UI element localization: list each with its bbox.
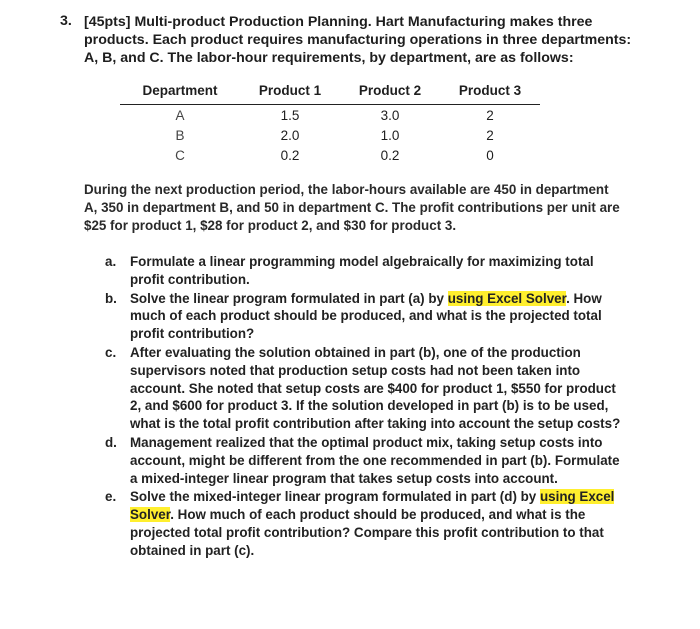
part-text: Solve the mixed-integer linear program formulated in part (d) by — [130, 489, 540, 505]
part-text-cont: . How much of each product should be produced, and what is the projected total profit contribution? — [130, 290, 602, 342]
highlighted-text: using Excel Solver — [130, 489, 615, 523]
question-part-c — [102, 344, 622, 433]
part-letter: b. — [105, 290, 117, 306]
part-letter: c. — [105, 344, 117, 360]
highlighted-text: using Excel Solver — [447, 290, 567, 306]
header-product-1: Product 1 — [240, 80, 340, 105]
table-cell: 1.0 — [380, 127, 400, 143]
table-cell: C — [175, 147, 185, 163]
question-part-e — [102, 488, 622, 559]
table-cell: 1.5 — [280, 107, 300, 123]
table-cell: 0.2 — [380, 147, 400, 163]
question-parts-list — [102, 253, 622, 561]
header-product-3: Product 3 — [440, 80, 540, 105]
table-cell: A — [175, 107, 185, 123]
table-cell: 3.0 — [380, 107, 400, 123]
problem-intro: [45pts] Multi-product Production Planning. Hart Manufacturing makes three products. Each product requires manufacturing operations in three departments: A, B, and C. The labor-hour requirements, by department, are as follows: — [84, 14, 632, 66]
table-row — [120, 125, 540, 145]
part-letter: e. — [105, 489, 117, 505]
header-product-2: Product 2 — [340, 80, 440, 105]
labor-hours-table — [120, 80, 540, 165]
part-text: Management realized that the optimal product mix, taking setup costs into account, might be different from the one recommended in part (b). Formulate a mixed-integer linear program that takes setup costs into account. — [130, 434, 620, 486]
table-row — [120, 145, 540, 165]
question-part-a — [102, 253, 622, 289]
table-header-row — [120, 80, 540, 105]
problem-number: 3. — [60, 13, 72, 29]
header-department: Department — [120, 80, 240, 105]
part-text: After evaluating the solution obtained in part (b), one of the production supervisors noted that production setup costs had not been taken into account. She noted that setup costs are $400 for product 1, $550 for product 2, and $600 for product 3. If the solution developed in part (b) is to be used, what is the total profit contribution after taking into account the setup costs? — [130, 344, 621, 432]
question-part-b — [102, 290, 622, 343]
table-cell: 2 — [486, 127, 494, 143]
table-cell: 0.2 — [280, 147, 300, 163]
part-letter: d. — [105, 434, 117, 450]
table-cell: B — [175, 127, 185, 143]
part-text-cont: . How much of each product should be produced, and what is the projected total profit contribution? Compare this profit contribution to that obtained in part (c). — [130, 507, 604, 558]
table-row — [120, 105, 540, 126]
table-cell: 2 — [486, 107, 494, 123]
part-text: Solve the linear program formulated in part (a) by — [130, 290, 448, 306]
table-cell: 0 — [486, 147, 494, 163]
question-part-d — [102, 434, 622, 487]
availability-paragraph: During the next production period, the labor-hours available are 450 in department A, 350 in department B, and 50 in department C. The profit contributions per unit are $25 for product 1, $28 for product 2, and $30 for product 3. — [84, 182, 620, 233]
table-cell: 2.0 — [280, 127, 300, 143]
part-letter: a. — [105, 254, 117, 269]
part-text: Formulate a linear programming model algebraically for maximizing total profit contribution. — [130, 254, 594, 287]
